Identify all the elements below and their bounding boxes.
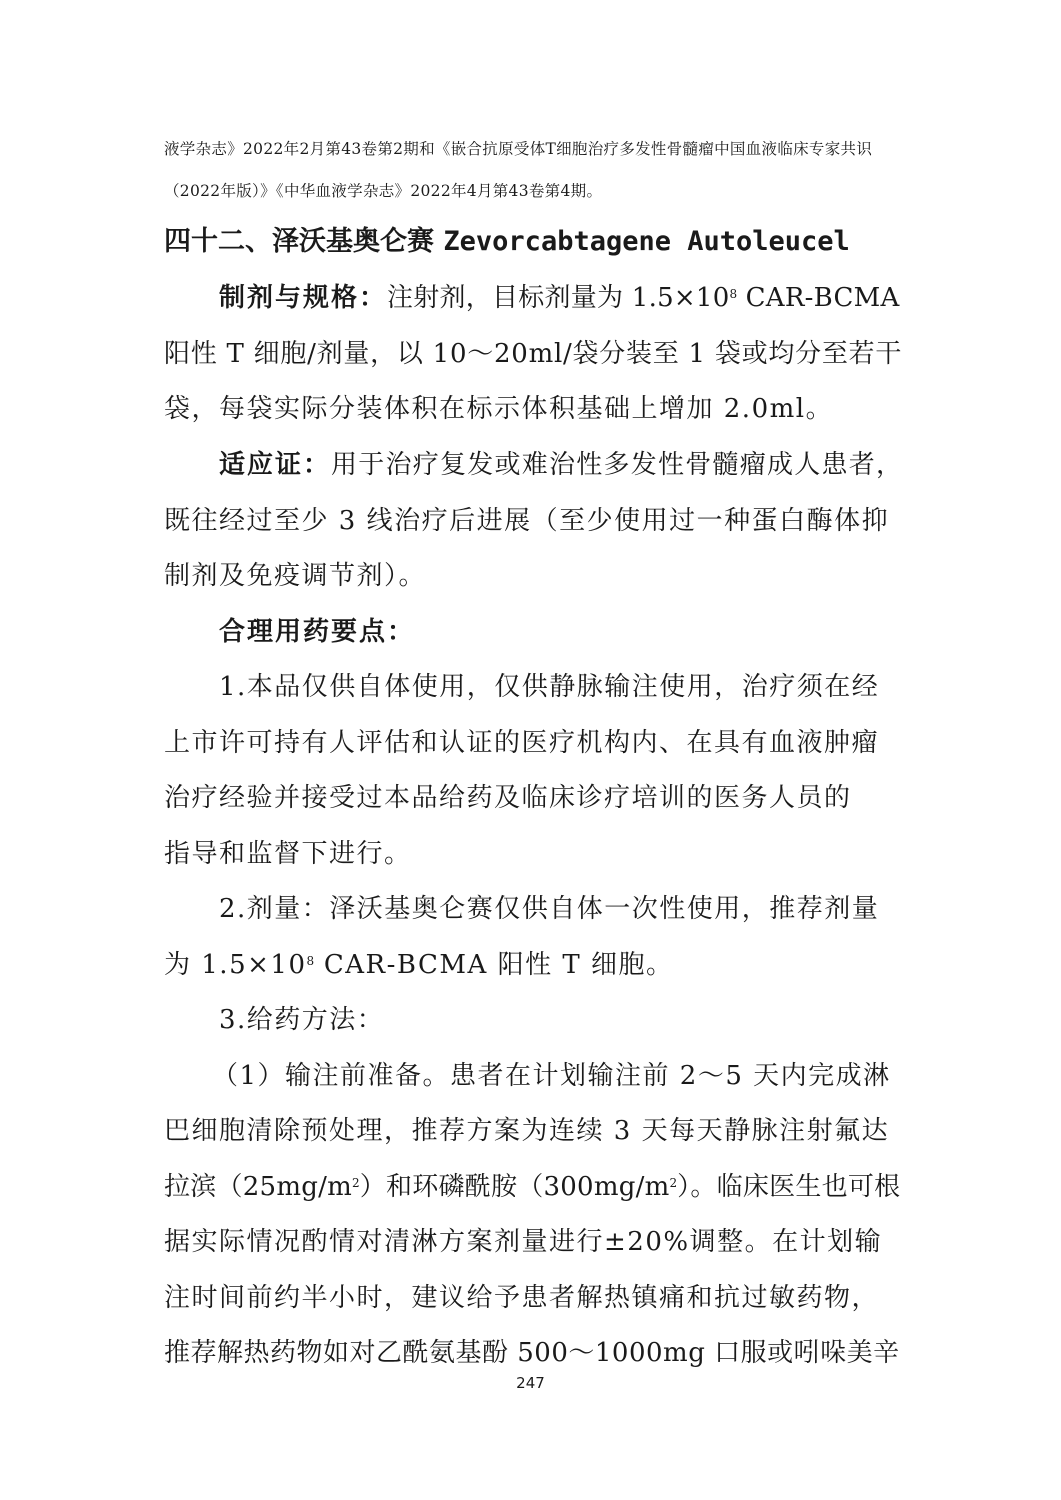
item3-sub1-line-2: 巴细胞清除预处理，推荐方案为连续 3 天每天静脉注射氟达	[164, 1116, 890, 1146]
indication-text: 用于治疗复发或难治性多发性骨髓瘤成人患者，	[331, 450, 904, 480]
formulation-line-3: 袋，每袋实际分装体积在标示体积基础上增加 2.0ml。	[164, 394, 834, 424]
item1-line-4: 指导和监督下进行。	[164, 839, 412, 869]
formulation-tail: CAR-BCMA	[737, 283, 900, 313]
item3-sub1-line-6: 推荐解热药物如对乙酰氨基酚 500～1000mg 口服或吲哚美辛	[164, 1338, 900, 1368]
key-points-label: 合理用药要点：	[219, 617, 416, 647]
sub1-line3-part-a: 拉滨（25mg/m	[164, 1172, 353, 1202]
heading-latin-name: Zevorcabtagene Autoleucel	[443, 226, 850, 257]
indication-label: 适应证：	[219, 450, 332, 480]
formulation-text: 注射剂，目标剂量为 1.5×10	[387, 283, 730, 313]
formulation-line-1	[164, 279, 904, 317]
item2-tail: CAR-BCMA 阳性 T 细胞。	[314, 950, 674, 980]
item2-exponent: 8	[306, 954, 315, 968]
sub1-line3-exp-2: 2	[669, 1176, 678, 1190]
item1-line-3: 治疗经验并接受过本品给药及临床诊疗培训的医务人员的	[164, 783, 852, 813]
section-heading	[164, 222, 904, 262]
item3-sub1-line-1: （1）输注前准备。患者在计划输注前 2～5 天内完成淋	[212, 1061, 891, 1091]
indication-line-2: 既往经过至少 3 线治疗后进展（至少使用过一种蛋白酶体抑	[164, 506, 890, 536]
item3-sub1-line-3	[164, 1168, 904, 1206]
item2-line-2	[164, 946, 904, 984]
item2-line-1: 2.剂量：泽沃基奥仑赛仅供自体一次性使用，推荐剂量	[219, 894, 880, 924]
indication-line-3: 制剂及免疫调节剂）。	[164, 561, 427, 591]
reference-line-2: （2022年版）》《中华血液学杂志》2022年4月第43卷第4期。	[164, 182, 603, 200]
reference-line-1: 液学杂志》2022年2月第43卷第2期和《嵌合抗原受体T细胞治疗多发性骨髓瘤中国血液临床专家共识	[164, 140, 873, 158]
formulation-line-2: 阳性 T 细胞/剂量，以 10～20ml/袋分装至 1 袋或均分至若干	[164, 339, 903, 369]
sub1-line3-part-c: ）。临床医生也可根	[677, 1172, 901, 1202]
sub1-line3-part-b: ）和环磷酰胺（300mg/m	[359, 1172, 670, 1202]
heading-prefix: 四十二、泽沃基奥仑赛	[164, 226, 444, 257]
item3-sub1-line-5: 注时间前约半小时，建议给予患者解热镇痛和抗过敏药物，	[164, 1283, 880, 1313]
item1-line-2: 上市许可持有人评估和认证的医疗机构内、在具有血液肿瘤	[164, 728, 880, 758]
formulation-exponent: 8	[729, 287, 738, 301]
sub1-line3-exp-1: 2	[352, 1176, 360, 1190]
page-number: 247	[516, 1374, 545, 1392]
item2-text: 为 1.5×10	[164, 950, 307, 980]
item3-line-1: 3.给药方法：	[219, 1005, 385, 1035]
indication-line-1	[164, 446, 904, 484]
item1-line-1: 1.本品仅供自体使用，仅供静脉输注使用，治疗须在经	[219, 672, 880, 702]
item3-sub1-line-4: 据实际情况酌情对清淋方案剂量进行±20%调整。在计划输	[164, 1227, 883, 1257]
formulation-label: 制剂与规格：	[219, 283, 388, 313]
